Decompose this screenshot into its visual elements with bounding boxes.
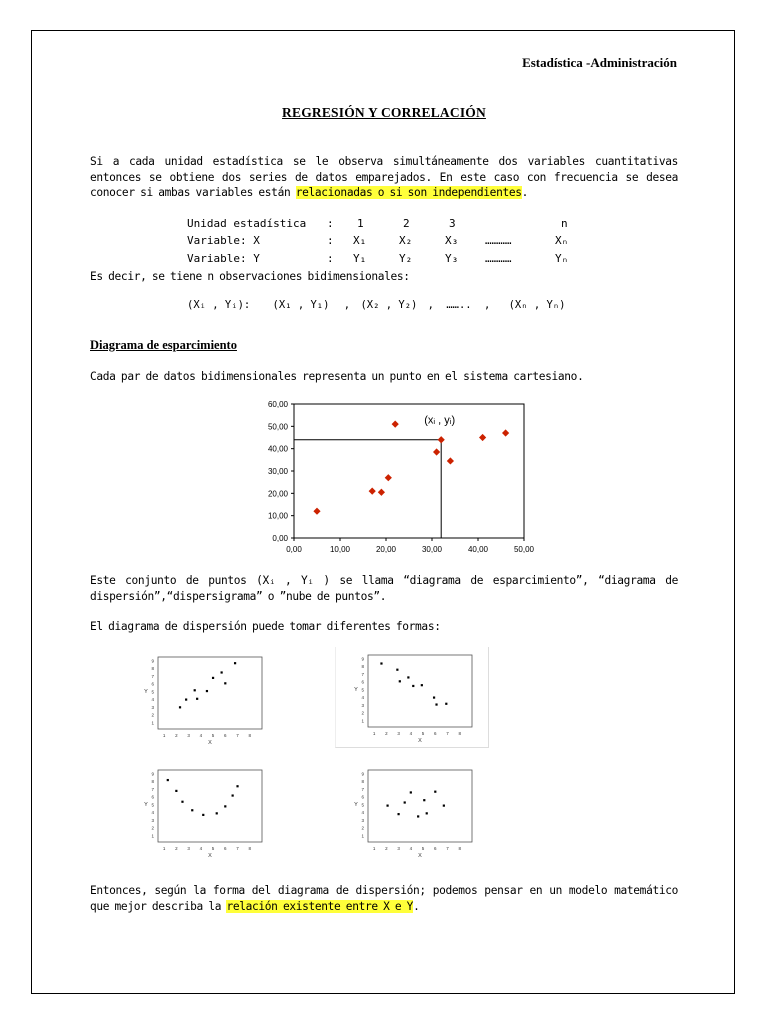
data-point [407, 676, 409, 678]
pair-1: (X₁ , Y₁) [272, 299, 330, 311]
intro-paragraph [90, 154, 678, 201]
x-tick-label: 7 [236, 846, 239, 851]
section-title: Diagrama de esparcimiento [90, 338, 237, 352]
y-tick-label: 7 [361, 786, 364, 792]
data-point [479, 434, 486, 441]
y-tick-label: 0,00 [272, 534, 288, 543]
plot-area [158, 657, 262, 729]
data-point [421, 684, 423, 686]
data-point [438, 436, 445, 443]
x-tick-label: 7 [446, 731, 449, 736]
y-tick-label: 7 [151, 673, 154, 679]
y-axis-label: Y [354, 687, 358, 693]
data-point [435, 703, 437, 705]
y-tick-label: 5 [151, 689, 154, 695]
data-point [221, 671, 223, 673]
x-tick-label: 6 [434, 846, 437, 851]
page-header: Estadística -Administración [522, 55, 677, 70]
x-tick-label: 2 [385, 731, 388, 736]
document-page [31, 30, 735, 994]
y-tick-label: 6 [151, 794, 154, 800]
data-point [234, 662, 236, 664]
y-tick-label: 4 [151, 810, 154, 816]
x-axis-label: X [418, 853, 422, 859]
data-point [175, 790, 177, 792]
table-cell: Y₁ [353, 252, 367, 265]
data-point [232, 794, 234, 796]
data-point [404, 801, 406, 803]
y-tick-label: 10,00 [267, 511, 288, 521]
x-tick-label: 3 [397, 846, 400, 851]
y-tick-label: 40,00 [267, 444, 288, 454]
data-point [202, 814, 204, 816]
x-tick-label: 4 [199, 733, 203, 738]
variables-table [187, 217, 637, 267]
x-tick-label: 5 [421, 846, 425, 851]
x-tick-label: 1 [162, 733, 166, 738]
y-tick-label: 1 [151, 833, 154, 839]
data-point [433, 448, 440, 455]
page-title: REGRESIÓN Y CORRELACIÓN [282, 105, 486, 120]
y-tick-label: 1 [151, 720, 154, 726]
plot-area [368, 770, 472, 842]
table-cell: 3 [449, 217, 456, 230]
y-tick-label: 4 [151, 697, 154, 703]
data-point [181, 801, 183, 803]
x-axis-label: X [208, 740, 212, 746]
example-chart-no-relation [340, 764, 480, 864]
intro-text: Si a cada unidad estadística se le observa simultáneamente dos variables cuantitativas entonces se obtiene dos series de datos emparejados. En este caso con frecuencia se desea conocer si ambas variables están [90, 155, 678, 199]
y-tick-label: 2 [361, 825, 364, 831]
x-tick-label: 5 [421, 731, 425, 736]
plot-area [294, 404, 524, 538]
table-cell: Xₙ [555, 234, 569, 247]
table-row-label: Variable: Y [187, 252, 260, 265]
pair-2: (X₂ , Y₂) [360, 299, 418, 311]
data-point [443, 805, 445, 807]
data-point [386, 805, 388, 807]
y-tick-label: 8 [151, 666, 154, 672]
x-tick-label: 2 [175, 733, 178, 738]
table-cell: ………… [485, 234, 512, 247]
y-tick-label: 7 [151, 786, 154, 792]
table-cell: Y₂ [399, 252, 413, 265]
data-point [502, 429, 509, 436]
data-point [423, 799, 425, 801]
y-tick-label: 20,00 [267, 489, 288, 499]
y-tick-label: 3 [151, 817, 154, 823]
forms-text: El diagrama de dispersión puede tomar diferentes formas: [90, 620, 441, 633]
y-tick-label: 5 [361, 802, 364, 808]
x-tick-label: 1 [372, 731, 376, 736]
x-tick-label: 0,00 [286, 545, 302, 554]
y-tick-label: 3 [151, 704, 154, 710]
data-point [417, 815, 419, 817]
y-tick-label: 7 [361, 671, 364, 677]
y-tick-label: 6 [361, 794, 364, 800]
y-tick-label: 6 [151, 681, 154, 687]
y-tick-label: 9 [361, 656, 364, 662]
data-point [434, 791, 436, 793]
example-chart-parabolic [130, 764, 270, 864]
x-tick-label: 1 [372, 846, 376, 851]
point-annotation: (xᵢ , yᵢ) [424, 414, 456, 427]
x-tick-label: 3 [187, 846, 190, 851]
x-tick-label: 6 [224, 733, 227, 738]
table-cell: X₃ [445, 234, 459, 247]
bidim-sentence: Es decir, se tiene n observaciones bidimensionales: [90, 270, 410, 283]
y-axis-label: Y [354, 802, 358, 808]
x-tick-label: 6 [434, 731, 437, 736]
y-tick-label: 9 [151, 771, 154, 777]
y-tick-label: 4 [361, 810, 364, 816]
conclusion-highlight: relación existente entre X e Y [226, 899, 414, 913]
pair-notation: (Xᵢ , Yᵢ): [187, 299, 251, 311]
y-tick-label: 3 [361, 702, 364, 708]
table-cell: 2 [403, 217, 410, 230]
x-tick-label: 3 [187, 733, 190, 738]
x-tick-label: 8 [248, 733, 252, 738]
data-point [236, 785, 238, 787]
pair-dots: …….. [446, 299, 472, 311]
data-point [212, 677, 214, 679]
x-tick-label: 7 [236, 733, 239, 738]
y-tick-label: 5 [151, 802, 154, 808]
x-tick-label: 7 [446, 846, 449, 851]
data-point [380, 662, 382, 664]
data-point [216, 812, 218, 814]
x-tick-label: 3 [397, 731, 400, 736]
data-point [196, 698, 198, 700]
y-tick-label: 9 [151, 658, 154, 664]
y-axis-label: Y [144, 689, 148, 695]
data-point [378, 489, 385, 496]
y-tick-label: 8 [361, 664, 364, 670]
y-tick-label: 2 [151, 712, 154, 718]
plot-area [368, 655, 472, 727]
data-point [445, 703, 447, 705]
section-text: Cada par de datos bidimensionales representa un punto en el sistema cartesiano. [90, 370, 584, 383]
data-point [397, 813, 399, 815]
data-point [412, 685, 414, 687]
x-tick-label: 40,00 [467, 545, 489, 554]
x-tick-label: 1 [162, 846, 166, 851]
data-point [224, 805, 226, 807]
x-tick-label: 5 [211, 846, 215, 851]
x-tick-label: 8 [458, 731, 462, 736]
y-tick-label: 5 [361, 687, 364, 693]
y-tick-label: 2 [151, 825, 154, 831]
pairs-line: (Xᵢ , Yᵢ): (X₁ , Y₁) , (X₂ , Y₂) , …….. , (Xₙ , Yₙ) [187, 299, 566, 311]
pair-n: (Xₙ , Yₙ) [508, 299, 566, 311]
x-tick-label: 10,00 [329, 545, 351, 554]
x-tick-label: 5 [211, 733, 215, 738]
x-tick-label: 2 [175, 846, 178, 851]
table-cell: X₁ [353, 234, 367, 247]
x-tick-label: 8 [248, 846, 252, 851]
x-tick-label: 2 [385, 846, 388, 851]
table-row-label: Unidad estadística [187, 217, 307, 230]
data-point [369, 488, 376, 495]
data-point [396, 669, 398, 671]
data-point [399, 680, 401, 682]
table-cell: X₂ [399, 234, 413, 247]
data-point [447, 457, 454, 464]
table-cell: 1 [357, 217, 364, 230]
data-point [179, 706, 181, 708]
x-tick-label: 4 [409, 731, 413, 736]
y-tick-label: 2 [361, 710, 364, 716]
intro-text-end: . [521, 186, 529, 199]
x-tick-label: 8 [458, 846, 462, 851]
example-chart-negative [340, 649, 480, 749]
intro-highlight: relacionadas o si son independientes [295, 186, 522, 199]
table-cell: n [561, 217, 568, 230]
x-tick-label: 30,00 [421, 545, 443, 554]
data-point [385, 474, 392, 481]
table-sep: : [327, 217, 334, 230]
x-axis-label: X [208, 853, 212, 859]
x-axis-label: X [418, 738, 422, 744]
y-tick-label: 30,00 [267, 467, 288, 476]
data-point [426, 812, 428, 814]
y-tick-label: 8 [361, 779, 364, 785]
x-tick-label: 50,00 [513, 545, 535, 554]
table-cell: ………… [485, 252, 512, 265]
data-point [433, 696, 435, 698]
main-scatter-chart [232, 396, 562, 566]
x-tick-label: 4 [199, 846, 203, 851]
y-tick-label: 60,00 [267, 400, 288, 409]
x-tick-label: 6 [224, 846, 227, 851]
conclusion-text-end: . [413, 899, 420, 913]
y-tick-label: 1 [361, 833, 364, 839]
data-point [191, 809, 193, 811]
conclusion-text: Entonces, según la forma del diagrama de dispersión; podemos pensar en un modelo matemático que mejor describa la [90, 884, 678, 913]
x-tick-label: 20,00 [375, 545, 397, 554]
table-row-label: Variable: X [187, 234, 260, 247]
data-point [194, 689, 196, 691]
x-tick-label: 4 [409, 846, 413, 851]
data-point [410, 791, 412, 793]
data-point [392, 421, 399, 428]
conclusion-paragraph [90, 883, 678, 914]
data-point [206, 690, 208, 692]
y-tick-label: 4 [361, 695, 364, 701]
data-point [313, 508, 320, 515]
table-sep: : [327, 252, 334, 265]
y-tick-label: 50,00 [267, 422, 288, 432]
data-point [224, 682, 226, 684]
y-tick-label: 1 [361, 718, 364, 724]
example-chart-positive [130, 651, 270, 751]
y-tick-label: 3 [361, 817, 364, 823]
y-tick-label: 6 [361, 679, 364, 685]
table-sep: : [327, 234, 334, 247]
plot-area [158, 770, 262, 842]
y-tick-label: 9 [361, 771, 364, 777]
after-chart-paragraph: Este conjunto de puntos (Xᵢ , Yᵢ ) se llama “diagrama de esparcimiento”, “diagrama de dispersión”,“dispersigrama” o ”nube de puntos”. [90, 574, 678, 603]
data-point [185, 698, 187, 700]
y-axis-label: Y [144, 802, 148, 808]
table-cell: Y₃ [445, 252, 459, 265]
y-tick-label: 8 [151, 779, 154, 785]
data-point [167, 779, 169, 781]
table-cell: Yₙ [555, 252, 569, 265]
